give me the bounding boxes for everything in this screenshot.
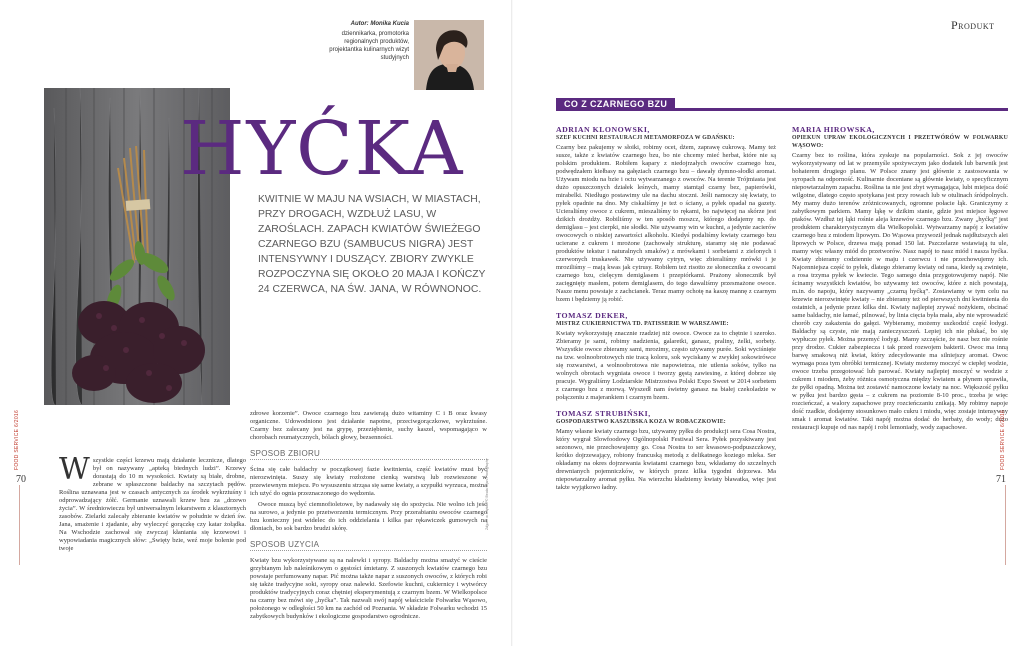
side-rule-right xyxy=(1005,485,1006,565)
interview-name: TOMASZ STRUBIŃSKI, xyxy=(556,409,651,418)
interview-strubinski xyxy=(556,410,776,492)
interview-name: MARIA HIROWSKA, xyxy=(792,125,875,134)
author-block xyxy=(326,20,409,62)
author-portrait xyxy=(414,20,484,90)
interview-name: ADRIAN KLONOWSKI, xyxy=(556,125,650,134)
author-bio: dziennikarka, promotorka regionalnych produktów, projektantka kulinarnych wizyt studyjnych xyxy=(329,31,409,61)
dropcap: W xyxy=(59,452,90,487)
right-column-2 xyxy=(792,124,1008,594)
interview-text: Czarny bez pakujemy w słoiki, robimy ocet, dżem, zaprawę cukrową. Mamy też susze, także z kwiatów czarnego bzu, bo nie chcemy mieć herbat, które nie są polskim produktem. Robiłem kapary z niedojrzałych owoców czarnego bzu, podwędzałem kiełbasy na gałęziach czarnego bzu – dawały dymno-słodki aromat. Używam miodu na bzie i octu wytwarzanego z owoców. Na terenie Trójmiasta jest dużo opuszczonych działek leśnych, mamy stamtąd czarny bez, papierówki, mirabelki. Niedługo postawimy ule na dachu stoczni. Jeśli namoczy się kwiaty, to pyłek opadnie na dno. My ciskaliśmy je też o ściany, a pyłek opadał na gazety. Ucieraliśmy owoce z cukrem, mieszaliśmy to rękami, bo najwięcej na skórze jest dzikich drożdży. Robiliśmy w ten sposób moszcz, którego dodajemy np. do demiglasu – jest cierpki, nie słodki. Nie używamy win w kuchni, a jedynie zacierów owocowych o niskiej zawartości alkoholu. Kiedyś podaliśmy kwiaty czarnego bzu ucierane z cukrem i mrożone (zachowały strukturę, staramy się nie podawać produktów tekstur i naturalnych smaków) z mrówkami i sorbetami z zielonych i czerwonych truskawek. Nie używamy cytryn, więc zbieraliśmy mrówki i je mroziliśmy – mają kwas jak cytrusy. Robiłem też risotto ze słonecznika z owocami czarnego bzu, cielęcym demiglasem i przepiórkami. Prażony słonecznik był zacięgnięty masłem, potem demiglasem, do tego dawaliśmy przesmażone owoce. Nasze menu powstaje z zachcianek. Teraz mamy ochotę na kaszę mannę z czarnym bzem i będziemy ją robić. xyxy=(556,144,776,303)
interview-hirowska xyxy=(792,126,1008,432)
left-column-2 xyxy=(250,410,487,624)
col2-p3: Owoce muszą być ciemnofioletowe, by nadawały się do spożycia. Nie wolno ich jeść na surowo, a jedynie po przetworzeniu termicznym. Przy przerabianiu owoców czarnego bzu konieczny jest widelec do ich oddzielania i kilka par rękawiczek gumowych na dłoniach, bo sok bardzo brudzi skórę. xyxy=(250,501,487,532)
interview-role: MISTRZ CUKIERNICTWA TD. PATISSERIE W WARSZAWIE: xyxy=(556,321,729,327)
col1-text: szystkie części krzewu mają działanie lecznicze, dlatego był on nazywany „apteką biednych ludzi”. Krzewy dorastają do 10 m wysokości. Kwiaty są białe, drobne, zebrane w spłaszczone baldachy na szczytach pędów. Roślina uznawana jest w czasach antycznych za środek wykrztuśny i odprowadzający żółć. Germanie uznawali krzew bzu za „drzewo życia”. W średniowieczu był uniwersalnym lekarstwem z klasztornych zasobów. Zielarki zalecały zbieranie kwiatów w południe w dzień św. Jana, smażenie i zjadanie, aby wyleczyć gorączkę czy katar żołądka. Na Wschodzie zachował się zwyczaj kłaniania się krzewowi i wypowiadania magicznych słów: „Święty bzie, weź moje bolenie pod twoje xyxy=(59,457,246,552)
side-label-left: FOOD SERVICE 6/2016 xyxy=(14,409,20,470)
article-lede: KWITNIE W MAJU NA WSIACH, W MIASTACH, PRZY DROGACH, WZDŁUŻ LASU, W ZAROŚLACH. ZAPACH KWIATÓW ŚWIEŻEGO CZARNEGO BZU (SAMBUCUS NIGRA) JEST INTENSYWNY I DUSZĄCY. ZBIORY ZWYKLE ROZPOCZYNA SIĘ OKOŁO 20 MAJA I KOŃCZY 24 CZERWCA, NA ŚW. JANA, W RÓWNONOC. xyxy=(258,194,486,295)
subhead-harvest: SPOSÓB ZBIORU xyxy=(250,450,487,460)
right-column-1 xyxy=(556,124,776,594)
page-fold xyxy=(511,0,513,646)
subhead-usage: SPOSÓB UŻYCIA xyxy=(250,541,487,551)
banner-label: CO Z CZARNEGO BZU xyxy=(556,98,675,111)
col2-p4: Kwiaty bzu wykorzystywane są na nalewki i syropy. Baldachy można smażyć w cieście grzybianym lub naleśnikowym o gęstości śmietany. Z suszonych kwiatów czarnego bzu powstaje perfumowany napar. Pić można także napar z suszonych owoców, z których robi się także tradycyjne soki, syropy oraz nalewki. Szefowie kuchni, cukiernicy i wytwórcy produktów tradycyjnych coraz chętniej eksperymentują z czarnym bzem. W Wielkopolsce na czarny bez mówi się „hyćka”. Tak nazwali swój napój właściciele Folwarku Wąsowo, położonego w odległości 50 km na zachód od Poznania. W składzie Folwarku wchodzi 15 zabytkowych budynków i ekologiczne gospodarstwo ogrodnicze. xyxy=(250,557,487,620)
interview-text: Mamy własne kwiaty czarnego bzu, używamy pyłku do produkcji sera Cosa Nostra, który wygrał Slowfoodowy Ogólnopolski Festiwal Sera. Pyłek pozyskiwany jest sezonowo, nie przechowujemy go. Cosa Nostra to ser kwasowo-podpuszczkowy, krótko dojrzewający, robiony francuską metodą z delikatnego koziego mleka. Ser okładamy na okres dojrzewania kwiatami czarnego bzu, wkładamy do szczelnych drewnianych pojemniczków, w których przez kilka tygodni dojrzewa. Ma niepowtarzalny aromat pyłku. Na wierzchu kładziemy kwiaty bławatka, więc jest także wyjątkowo ładny. xyxy=(556,428,776,491)
interview-role: OPIEKUN UPRAW EKOLOGICZNYCH I PRZETWÓRÓW W FOLWARKU WĄSOWO: xyxy=(792,135,1008,149)
author-name: Autor: Monika Kucia xyxy=(350,21,409,27)
side-label-right: FOOD SERVICE 6/2016 xyxy=(1000,409,1006,470)
interview-role: GOSPODARSTWO KASZUBSKA KOZA W ROBACZKOWIE: xyxy=(556,419,726,425)
interview-text: Czarny bez to roślina, która zyskuje na popularności. Sok z jej owoców wykorzystywany od lat w przemyśle spożywczym jako dodatek lub barwnik jest bohaterem drugiego planu. W Polsce znany jest głównie z zastosowania w syropach na odporność. Kulinarnie doceniane są głównie kwiaty, o specyficznym niepowtarzalnym zapachu. Roślina ta nie jest zbyt wymagająca, lubi miejsca dość wilgotne, dlatego często spotykana jest przy rowach lub w otulinach śródpolnych. My mamy dużo terenów zróżnicowanych, ogromne połacie łąk. Graniczymy z zabytkowym parkiem. Mamy łąkę w dzikim stanie, gdzie jest miejsce łęgowe ptaków. Wzdłuż tej łąki rośnie aleja krzewów czarnego bzu. Zwany „hyćką” jest produktem charakterystycznym dla Wielkopolski. Wytwarzamy napój z kwiatów czarnego bzu z miodem lipowym. Do Wąsowa przywoził jednak najdłuższych alei lipowych w Polsce, drzewa mają ponad 150 lat. Pszczelarze wstawiają tu ule, mamy więc własny miód do przetworów. Nasz napój to nasz miód i nasza hyćka. Kwiaty zbieramy codziennie w maju i czerwcu i nie przechowujemy ich. Najcenniejsza część to pyłek, dlatego zbieramy kwiaty od rana, kiedy są zwinięte, a rosa trzyma pyłek w kwiecie. Tego samego dnia przygotowujemy napój. Nie ścinamy wszystkich kwiatów, bo używamy też owoców, które z nich powstają, m.in. do napoju, który nazywamy „czarną hyćką”. Zostawiamy w tym celu na krzewie nierozwinięte kwiaty – nie zbieramy też od pierwszych dni kwitnienia do ostatnich, a jedynie przez kilka dni. Kwiaty najlepiej zrywać nożykiem, obcinać same baldachy, nie łamać, pilnować, by linia cięcia była mała, aby nie wprowadzić chorób czy zakażenia do gałęzi. Wybieramy, możemy uszkodzić część łodygi. Baldachy są czyste, nie mają zanieczyszczeń. Lepiej ich nie płukać, bo się wypłucze pyłek. Można przemyć łodygi. Mamy szczęście, że nasz bez nie rośnie przy drodze. Cukier zabezpiecza i tak przed rozwojem bakterii. Owoc ma inną barwę smakową niż kwiat, który zdecydowanie ma silniejszy aromat. Owoc wymaga poza tym obróbki termicznej. Kwiaty możemy moczyć w ciepłej wodzie, owoce trzeba przegotować lub parować. Kwiaty najlepiej moczyć w wodzie z cukrem i miodem, żeby różnica osmotyczna między kwiatem a płynem sprawiła, że pyłki opadną. Można też zostawić namoczone kwiaty na noc. Większość pyłku w pyłku jest bardzo gęsta – z cukrem na poziomie 8-10 proc., trzeba je więc rozcieńczać, a walory zapachowe przy rozcieńczaniu znikają. My robimy napoje dość rzadkie, dodajemy stosunkowo mało cukru i miodu, więc zostaje intensywny smak i aromat kwiatów. Taki napój można dodać do herbaty, do wody; dużo restauracji kupuje od nas napój i robi lemoniady, wody zapachowe. xyxy=(792,152,1008,431)
sidebar-banner xyxy=(556,98,1008,111)
interview-name: TOMASZ DEKER, xyxy=(556,311,628,320)
interview-role: SZEF KUCHNI RESTAURACJI METAMORFOZA W GDAŃSKU: xyxy=(556,135,735,141)
interview-text: Kwiaty wykorzystuję znacznie rzadziej niż owoce. Owoce za to chętnie i szeroko. Zbieramy je sami, robimy nadzienia, galaretki, ganasz, praliny, żelki, sorbety. Wszystkie owoce zbieramy sami, mrozimy, często używamy purée. Soki wyciśnięte na tzw. wolnoobrotowych nie tracą koloru, sok wyciskany w zwykłej sokowirówce się rozwarstwi, a wolnoobrotowa nie napowietrza, nie utlenia soków, tylko na wolnych obrotach wygniata owoce i tworzy gęstą zawiesinę, z której dobrze się pracuje. Wygraliśmy Lodziarskie Mistrzostwa Polski Expo Sweet w 2014 sorbetem z czarnego bzu z morwą. Wyszedł nam świetny ganasz na białej czekoladzie w połączeniu z majerankiem i czarnym bzem. xyxy=(556,330,776,401)
left-column-1 xyxy=(59,452,246,556)
col2-p1: zdrowe korzenie”. Owoce czarnego bzu zawierają dużo witaminy C i B oraz kwasy organiczne. Udowodniono jest działanie napotne, przeciwgorączkowe, wykrztuśne. Czarny bez zalecany jest na grypę, przeziębienie, suchy kaszel, wspomagająco w chorobach reumatycznych, bólach głowy, bezsenności. xyxy=(250,410,487,441)
photo-credit: Zdjęcie w artykule © Beata Uljan Photography xyxy=(485,458,489,530)
page-number-left: 70 xyxy=(16,474,26,485)
side-rule-left xyxy=(19,485,20,565)
section-tag: Produkt xyxy=(951,18,995,32)
article-title: HYĆKA xyxy=(180,106,465,192)
interview-klonowski xyxy=(556,126,776,304)
col2-p2: Ścina się całe baldachy w początkowej fazie kwitnienia, część kwiatów musi być nierozwinięta. Suszy się kwiaty rozłożone cienką warstwą lub rozwieszone w przewiewnym miejscu. Po wysuszeniu strząsa się same kwiaty, a szypułki wyrzuca, można ich użyć do ognia przeznaczonego do wędzenia. xyxy=(250,466,487,497)
page-number-right: 71 xyxy=(996,474,1006,485)
interview-deker xyxy=(556,312,776,402)
